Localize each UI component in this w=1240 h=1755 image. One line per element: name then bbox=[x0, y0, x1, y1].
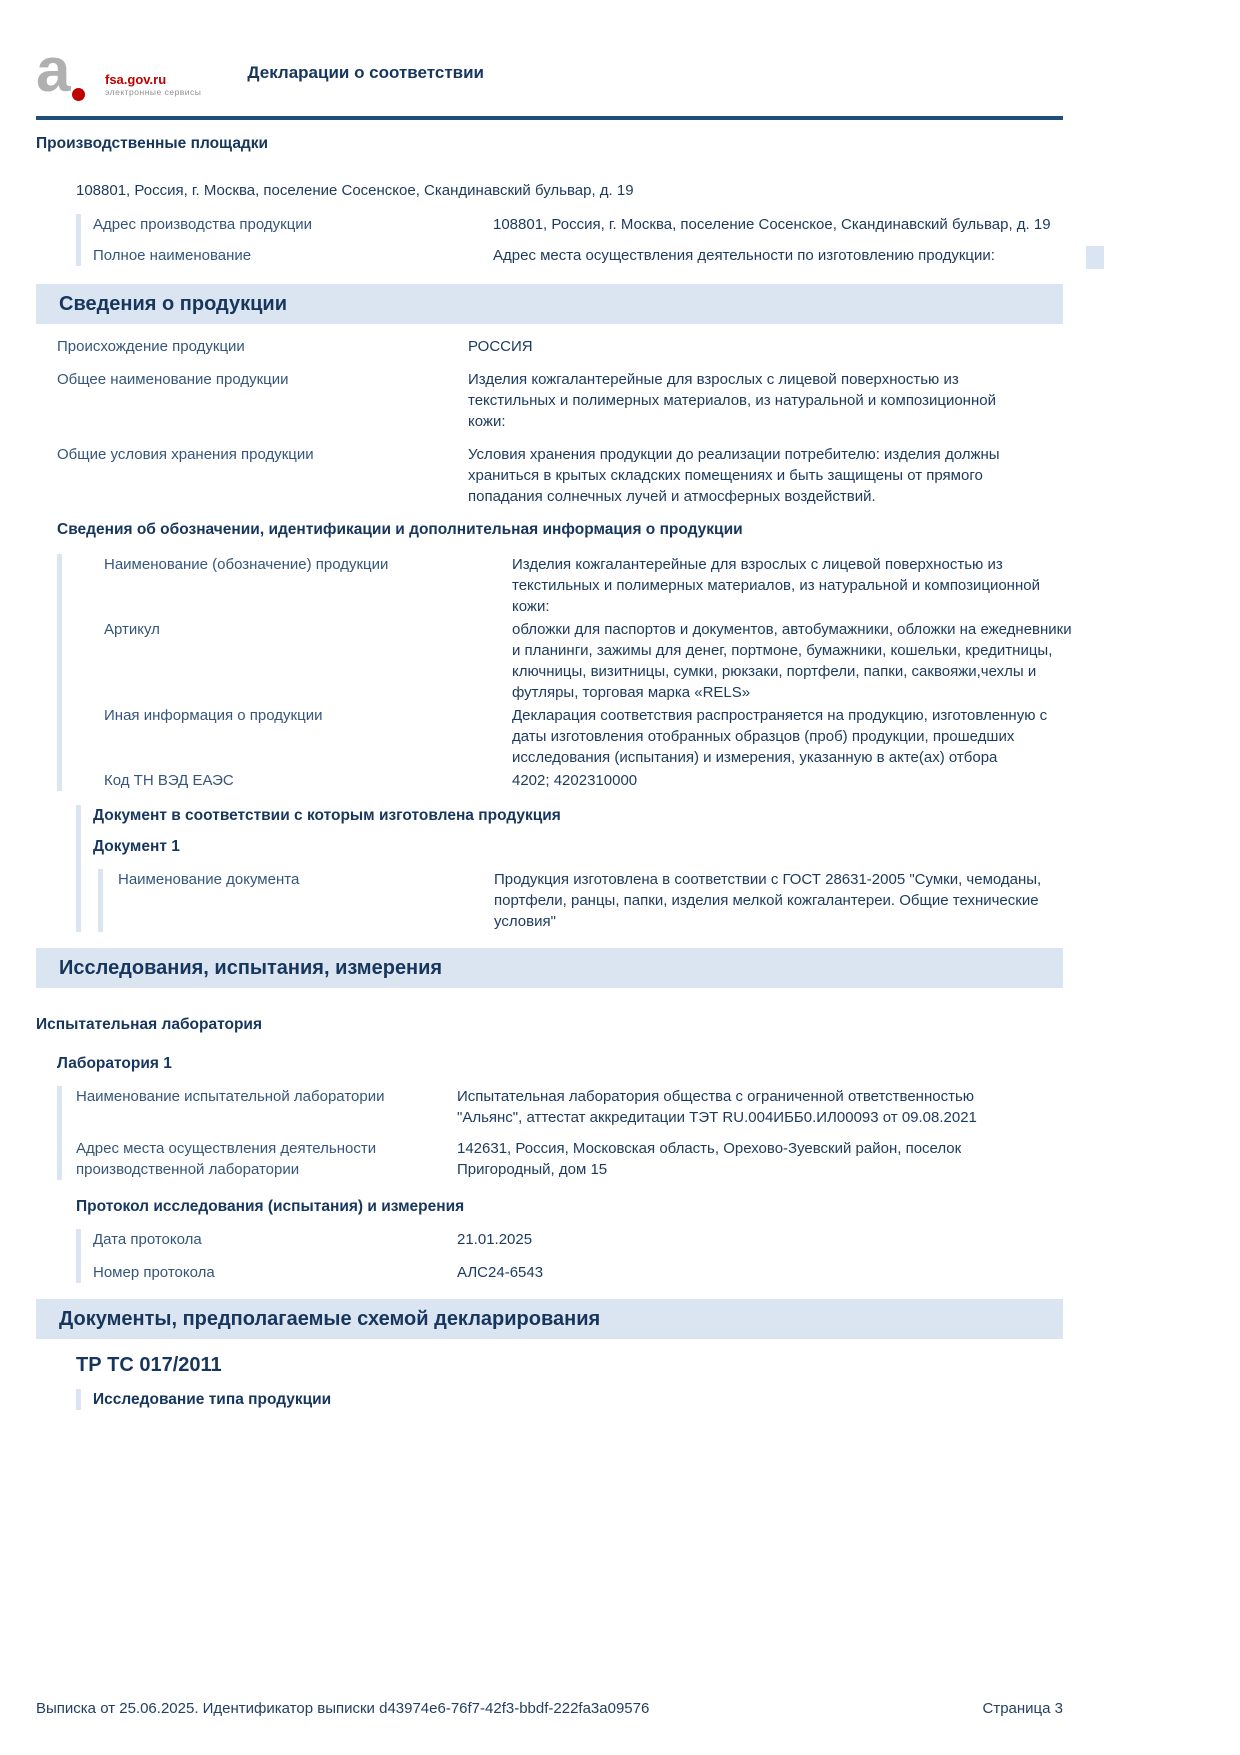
fsa-red-dot-icon bbox=[72, 88, 85, 101]
field-label: Номер протокола bbox=[93, 1264, 215, 1281]
field-row bbox=[104, 554, 1063, 617]
field-row bbox=[57, 369, 1063, 432]
field-value: Адрес места осуществления деятельности по изготовлению продукции: bbox=[493, 247, 995, 264]
field-value: Продукция изготовлена в соответствии с ГОСТ 28631-2005 "Сумки, чемоданы, портфели, ранцы, папки, изделия мелкой кожгалантереи. Общие технические условия" bbox=[494, 871, 1042, 930]
field-label: Наименование документа bbox=[118, 871, 300, 888]
field-value: обложки для паспортов и документов, автобумажники, обложки на ежедневники и планинги, зажимы для денег, портмоне, бумажники, кошельки, кредитницы, ключницы, визитницы, сумки, рюкзаки, портфели, папки, саквояжи,чехлы и футляры, торговая марка «RELS» bbox=[512, 621, 1072, 701]
subsection-heading-protocol: Протокол исследования (испытания) и измерения bbox=[76, 1198, 465, 1215]
field-label: Адрес производства продукции bbox=[93, 216, 313, 233]
field-row bbox=[104, 770, 1063, 791]
subsection-heading-identification: Сведения об обозначении, идентификации и дополнительная информация о продукции bbox=[57, 521, 743, 538]
field-label: Общее наименование продукции bbox=[57, 371, 289, 388]
field-value: 4202; 4202310000 bbox=[512, 772, 638, 789]
production-address-line: 108801, Россия, г. Москва, поселение Сосенское, Скандинавский бульвар, д. 19 bbox=[76, 182, 634, 199]
field-row bbox=[93, 245, 1063, 266]
field-value: АЛС24-6543 bbox=[457, 1264, 544, 1281]
field-label: Артикул bbox=[104, 621, 160, 638]
field-row bbox=[118, 869, 1063, 932]
scheme-document-item-block bbox=[76, 1389, 1063, 1410]
section-band-research: Исследования, испытания, измерения bbox=[36, 948, 1063, 988]
page-footer bbox=[36, 1699, 1063, 1719]
field-row bbox=[93, 1229, 1063, 1250]
field-value: Изделия кожгалантерейные для взрослых с лицевой поверхностью из текстильных и полимерных материалов, из натуральной и композиционной кожи: bbox=[512, 556, 1040, 615]
subsection-heading-document: Документ в соответствии с которым изготовлена продукция bbox=[93, 807, 561, 824]
field-row bbox=[57, 336, 1063, 357]
field-row bbox=[93, 1262, 1063, 1283]
scheme-document-item: Исследование типа продукции bbox=[93, 1391, 332, 1408]
field-row bbox=[104, 619, 1072, 703]
field-label: Происхождение продукции bbox=[57, 338, 245, 355]
document-1-title: Документ 1 bbox=[93, 838, 180, 855]
field-row bbox=[76, 1086, 1063, 1128]
field-label: Адрес места осуществления деятельности производственной лаборатории bbox=[76, 1140, 377, 1178]
product-info-fields bbox=[57, 336, 1063, 507]
fsa-letter-a-icon: a bbox=[36, 36, 71, 105]
section-heading-production-sites: Производственные площадки bbox=[36, 135, 269, 152]
field-row bbox=[57, 444, 1063, 507]
section-band-scheme-documents: Документы, предполагаемые схемой декларирования bbox=[36, 1299, 1063, 1339]
field-label: Код ТН ВЭД ЕАЭС bbox=[104, 772, 234, 789]
subsection-heading-test-laboratory: Испытательная лаборатория bbox=[36, 1016, 262, 1033]
regulation-title: ТР ТС 017/2011 bbox=[76, 1354, 222, 1376]
field-label: Наименование (обозначение) продукции bbox=[104, 556, 389, 573]
field-value: Изделия кожгалантерейные для взрослых с лицевой поверхностью из текстильных и полимерных материалов, из натуральной и композиционной кожи: bbox=[468, 371, 996, 430]
header bbox=[36, 36, 1063, 105]
field-label: Общие условия хранения продукции bbox=[57, 446, 314, 463]
page-number: Страница 3 bbox=[982, 1700, 1063, 1717]
page-title: Декларации о соответствии bbox=[247, 63, 485, 82]
field-label: Дата протокола bbox=[93, 1231, 202, 1248]
field-value: РОССИЯ bbox=[468, 338, 533, 355]
field-value: Декларация соответствия распространяется на продукцию, изготовленную с даты изготовления отобранных образцов (проб) продукции, прошедших исследования (испытания) и измерения, указанную в акте(ах) отбора bbox=[512, 707, 1048, 766]
field-value: 108801, Россия, г. Москва, поселение Сосенское, Скандинавский бульвар, д. 19 bbox=[493, 216, 1051, 233]
fsa-logo-icon bbox=[36, 36, 94, 105]
logo-text bbox=[99, 72, 201, 102]
field-label: Полное наименование bbox=[93, 247, 252, 264]
field-row bbox=[76, 1138, 1063, 1180]
field-value: Условия хранения продукции до реализации потребителю: изделия должны храниться в крытых складских помещениях и быть защищены от прямого попадания солнечных лучей и атмосферных воздействий. bbox=[468, 446, 1000, 505]
protocol-fields bbox=[76, 1229, 1063, 1283]
manufacturing-document-block bbox=[76, 805, 1063, 932]
identification-fields bbox=[57, 554, 1072, 791]
field-row bbox=[93, 214, 1063, 235]
field-row bbox=[104, 705, 1063, 768]
field-label: Наименование испытательной лаборатории bbox=[76, 1088, 385, 1105]
laboratory-fields bbox=[57, 1086, 1063, 1180]
fsa-logo bbox=[36, 36, 202, 105]
laboratory-1-title: Лаборатория 1 bbox=[57, 1055, 172, 1072]
field-value: 21.01.2025 bbox=[457, 1231, 533, 1248]
logo-brand: fsa.gov.ru bbox=[105, 72, 167, 87]
extract-info: Выписка от 25.06.2025. Идентификатор выписки d43974e6-76f7-42f3-bbdf-222fa3a09576 bbox=[36, 1700, 650, 1717]
section-band-product-info: Сведения о продукции bbox=[36, 284, 1063, 324]
field-value: Испытательная лаборатория общества с ограниченной ответственностью "Альянс", аттестат аккредитации ТЭТ RU.004ИББ0.ИЛ00093 от 09.08.2021 bbox=[457, 1088, 977, 1126]
production-sites-fields bbox=[76, 214, 1063, 266]
value-highlight-fragment bbox=[1086, 246, 1104, 269]
header-divider bbox=[36, 116, 1063, 120]
logo-subtitle: электронные сервисы bbox=[105, 87, 202, 97]
field-value: 142631, Россия, Московская область, Орехово-Зуевский район, поселок Пригородный, дом 15 bbox=[457, 1140, 962, 1178]
field-label: Иная информация о продукции bbox=[104, 707, 323, 724]
document-1-fields bbox=[98, 869, 1063, 932]
